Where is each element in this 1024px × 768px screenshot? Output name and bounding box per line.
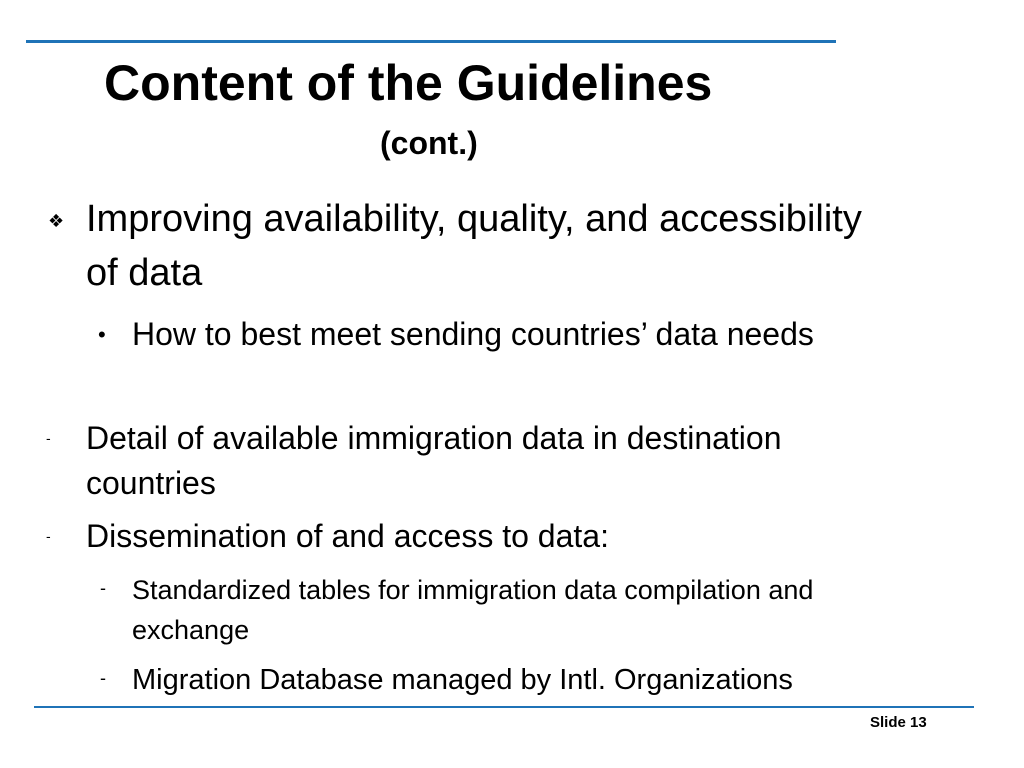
bullet-text: Improving availability, quality, and accessibility of data: [86, 198, 862, 294]
top-divider: [26, 40, 836, 43]
bullet-text: Detail of available immigration data in destination countries: [86, 420, 782, 501]
dash-bullet-icon: -: [46, 430, 51, 446]
dash-bullet-icon: -: [100, 578, 106, 598]
diamond-bullet-icon: ❖: [48, 211, 65, 231]
sub-bullet-text: Migration Database managed by Intl. Organizations: [132, 664, 793, 696]
slide-number: Slide 13: [870, 714, 927, 731]
sub-bullet-text: How to best meet sending countries’ data needs: [132, 316, 814, 352]
dash-bullet-icon: -: [46, 528, 51, 544]
bottom-divider: [34, 706, 974, 708]
round-bullet-icon: •: [98, 322, 106, 347]
dash-bullet-icon: -: [100, 668, 106, 688]
slide-subtitle: (cont.): [380, 125, 478, 161]
bullet-text: Dissemination of and access to data:: [86, 518, 609, 554]
slide-title: Content of the Guidelines: [104, 55, 713, 111]
sub-bullet-text: Standardized tables for immigration data compilation and exchange: [132, 575, 814, 645]
